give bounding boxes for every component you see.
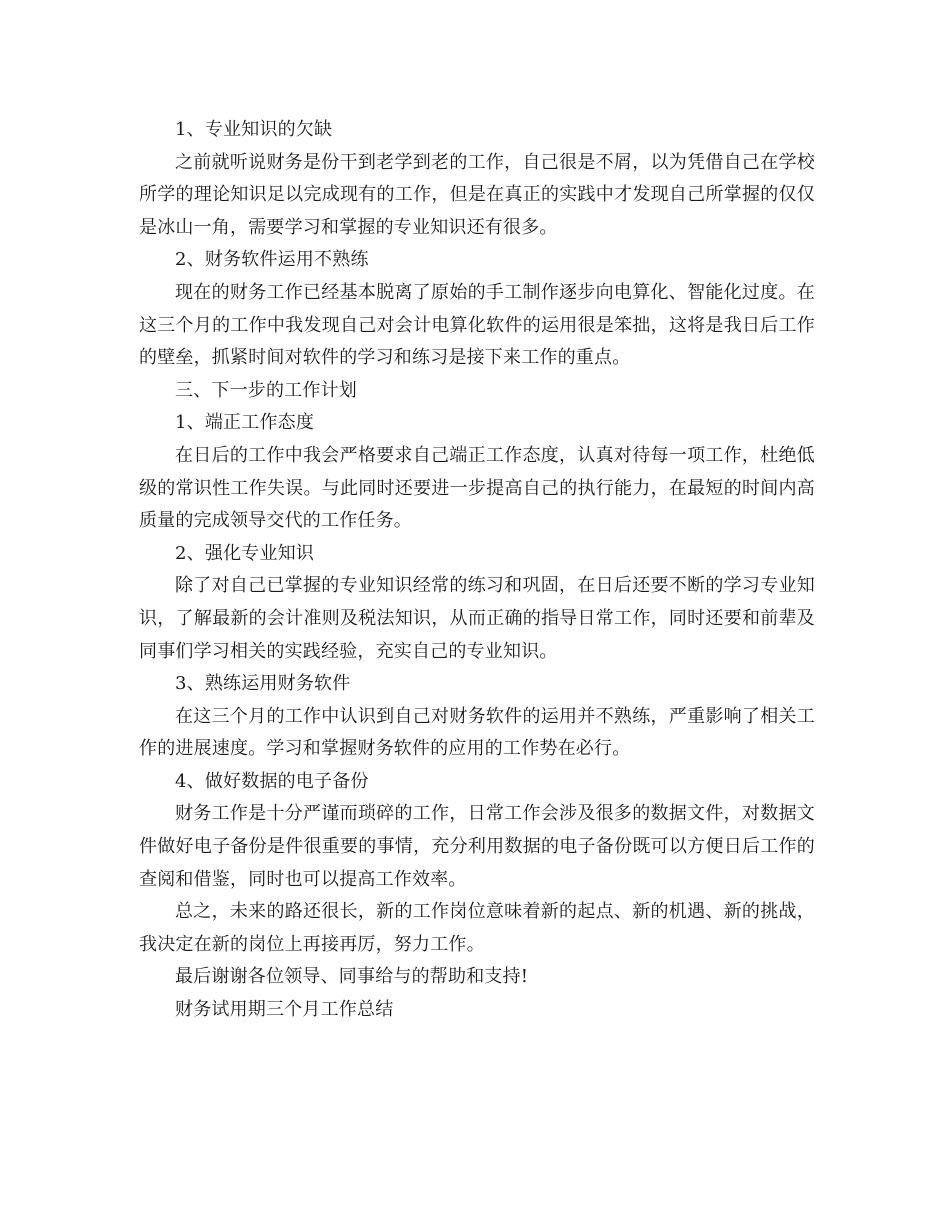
paragraph: 在这三个月的工作中认识到自己对财务软件的运用并不熟练，严重影响了相关工作的进展速度。学习和掌握财务软件的应用的工作势在必行。 <box>139 705 815 760</box>
subheading-backup: 4、做好数据的电子备份 <box>175 770 369 792</box>
document-body <box>139 114 815 1027</box>
paragraph-thanks: 最后谢谢各位领导、同事给与的帮助和支持! <box>175 966 529 988</box>
subheading-attitude: 1、端正工作态度 <box>175 412 315 434</box>
subheading-knowledge: 2、强化专业知识 <box>175 542 315 564</box>
section-heading-knowledge-gap: 1、专业知识的欠缺 <box>175 119 333 140</box>
section-heading-software: 2、财务软件运用不熟练 <box>175 249 369 271</box>
paragraph: 在日后的工作中我会严格要求自己端正工作态度，认真对待每一项工作，杜绝低级的常识性工作失误。与此同时还要进一步提高自己的执行能力，在最短的时间内高质量的完成领导交代的工作任务。 <box>139 444 815 532</box>
paragraph: 财务工作是十分严谨而琐碎的工作，日常工作会涉及很多的数据文件，对数据文件做好电子备份是件很重要的事情，充分利用数据的电子备份既可以方便日后工作的查阅和借鉴，同时也可以提高工作效率。 <box>139 803 815 890</box>
paragraph: 现在的财务工作已经基本脱离了原始的手工制作逐步向电算化、智能化过度。在这三个月的工作中我发现自己对会计电算化软件的运用很是笨拙，这将是我日后工作的壁垒，抓紧时间对软件的学习和练习是接下来工作的重点。 <box>139 281 815 369</box>
subheading-software: 3、熟练运用财务软件 <box>175 673 351 695</box>
paragraph: 除了对自己已掌握的专业知识经常的练习和巩固，在日后还要不断的学习专业知识，了解最新的会计准则及税法知识，从而正确的指导日常工作，同时还要和前辈及同事们学习相关的实践经验，充实自己的专业知识。 <box>139 575 815 662</box>
document-title-footer: 财务试用期三个月工作总结 <box>175 999 394 1021</box>
section-heading-next-plan: 三、下一步的工作计划 <box>175 379 357 401</box>
paragraph: 之前就听说财务是份干到老学到老的工作，自己很是不屑，以为凭借自己在学校所学的理论知识足以完成现有的工作，但是在真正的实践中才发现自己所掌握的仅仅是冰山一角，需要学习和掌握的专业知识还有很多。 <box>139 151 815 238</box>
paragraph-conclusion: 总之，未来的路还很长，新的工作岗位意味着新的起点、新的机遇、新的挑战，我决定在新的岗位上再接再厉，努力工作。 <box>139 901 815 955</box>
